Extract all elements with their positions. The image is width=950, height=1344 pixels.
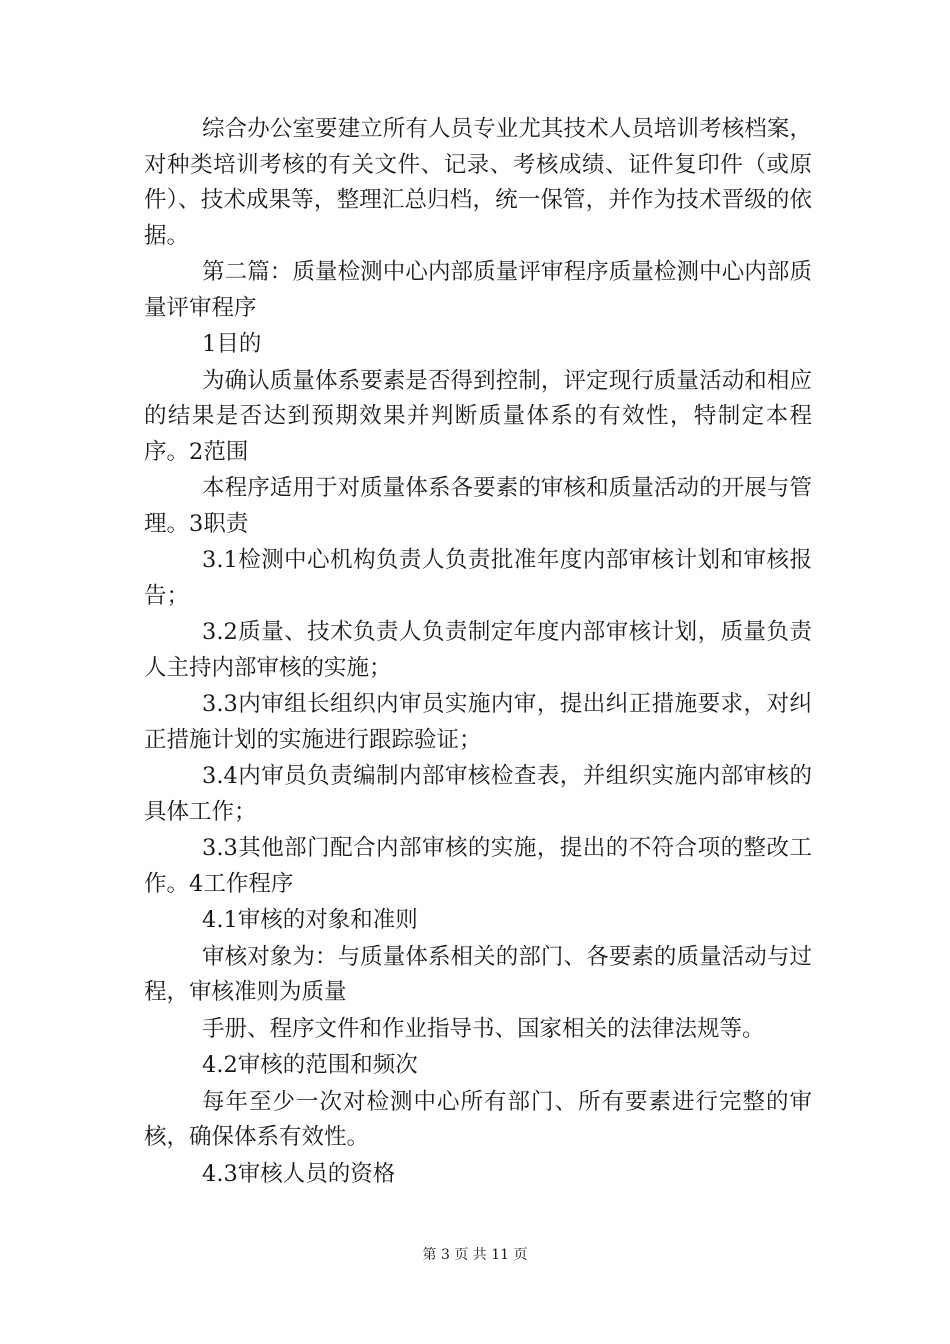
footer-total-pages: 11 [491, 1247, 510, 1263]
footer-prefix: 第 [422, 1247, 437, 1263]
footer-middle: 页 共 [454, 1247, 487, 1263]
paragraph: 4.1审核的对象和准则 [202, 907, 418, 933]
footer-suffix: 页 [513, 1247, 528, 1263]
paragraph: 综合办公室要建立所有人员专业尤其技术人员培训考核档案，对种类培训考核的有关文件、记录、考核成绩、证件复印件（或原件）、技术成果等，整理汇总归档，统一保管，并作为技术晋级的依据。 [144, 116, 812, 249]
paragraph: 3.2质量、技术负责人负责制定年度内部审核计划，质量负责人主持内部审核的实施； [144, 619, 812, 681]
paragraph: 4.2审核的范围和频次 [202, 1052, 418, 1078]
page-footer [0, 1244, 950, 1264]
paragraph: 第二篇：质量检测中心内部质量评审程序质量检测中心内部质量评审程序 [144, 259, 812, 321]
paragraph: 3.1检测中心机构负责人负责批准年度内部审核计划和审核报告； [144, 547, 812, 609]
document-body [144, 112, 812, 1193]
paragraph: 1目的 [202, 331, 262, 357]
footer-page-number: 3 [440, 1247, 450, 1263]
paragraph: 为确认质量体系要素是否得到控制，评定现行质量活动和相应的结果是否达到预期效果并判断质量体系的有效性，特制定本程序。2范围 [144, 367, 812, 465]
paragraph: 3.4内审员负责编制内部审核检查表，并组织实施内部审核的具体工作； [144, 763, 812, 825]
paragraph: 3.3内审组长组织内审员实施内审，提出纠正措施要求，对纠正措施计划的实施进行跟踪验证； [144, 691, 812, 753]
paragraph: 3.3其他部门配合内部审核的实施，提出的不符合项的整改工作。4工作程序 [144, 835, 812, 897]
paragraph: 手册、程序文件和作业指导书、国家相关的法律法规等。 [202, 1015, 765, 1042]
paragraph: 4.3审核人员的资格 [202, 1160, 396, 1187]
paragraph: 审核对象为：与质量体系相关的部门、各要素的质量活动与过程，审核准则为质量 [144, 943, 812, 1005]
paragraph: 本程序适用于对质量体系各要素的审核和质量活动的开展与管理。3职责 [144, 475, 812, 537]
paragraph: 每年至少一次对检测中心所有部门、所有要素进行完整的审核，确保体系有效性。 [144, 1088, 812, 1150]
